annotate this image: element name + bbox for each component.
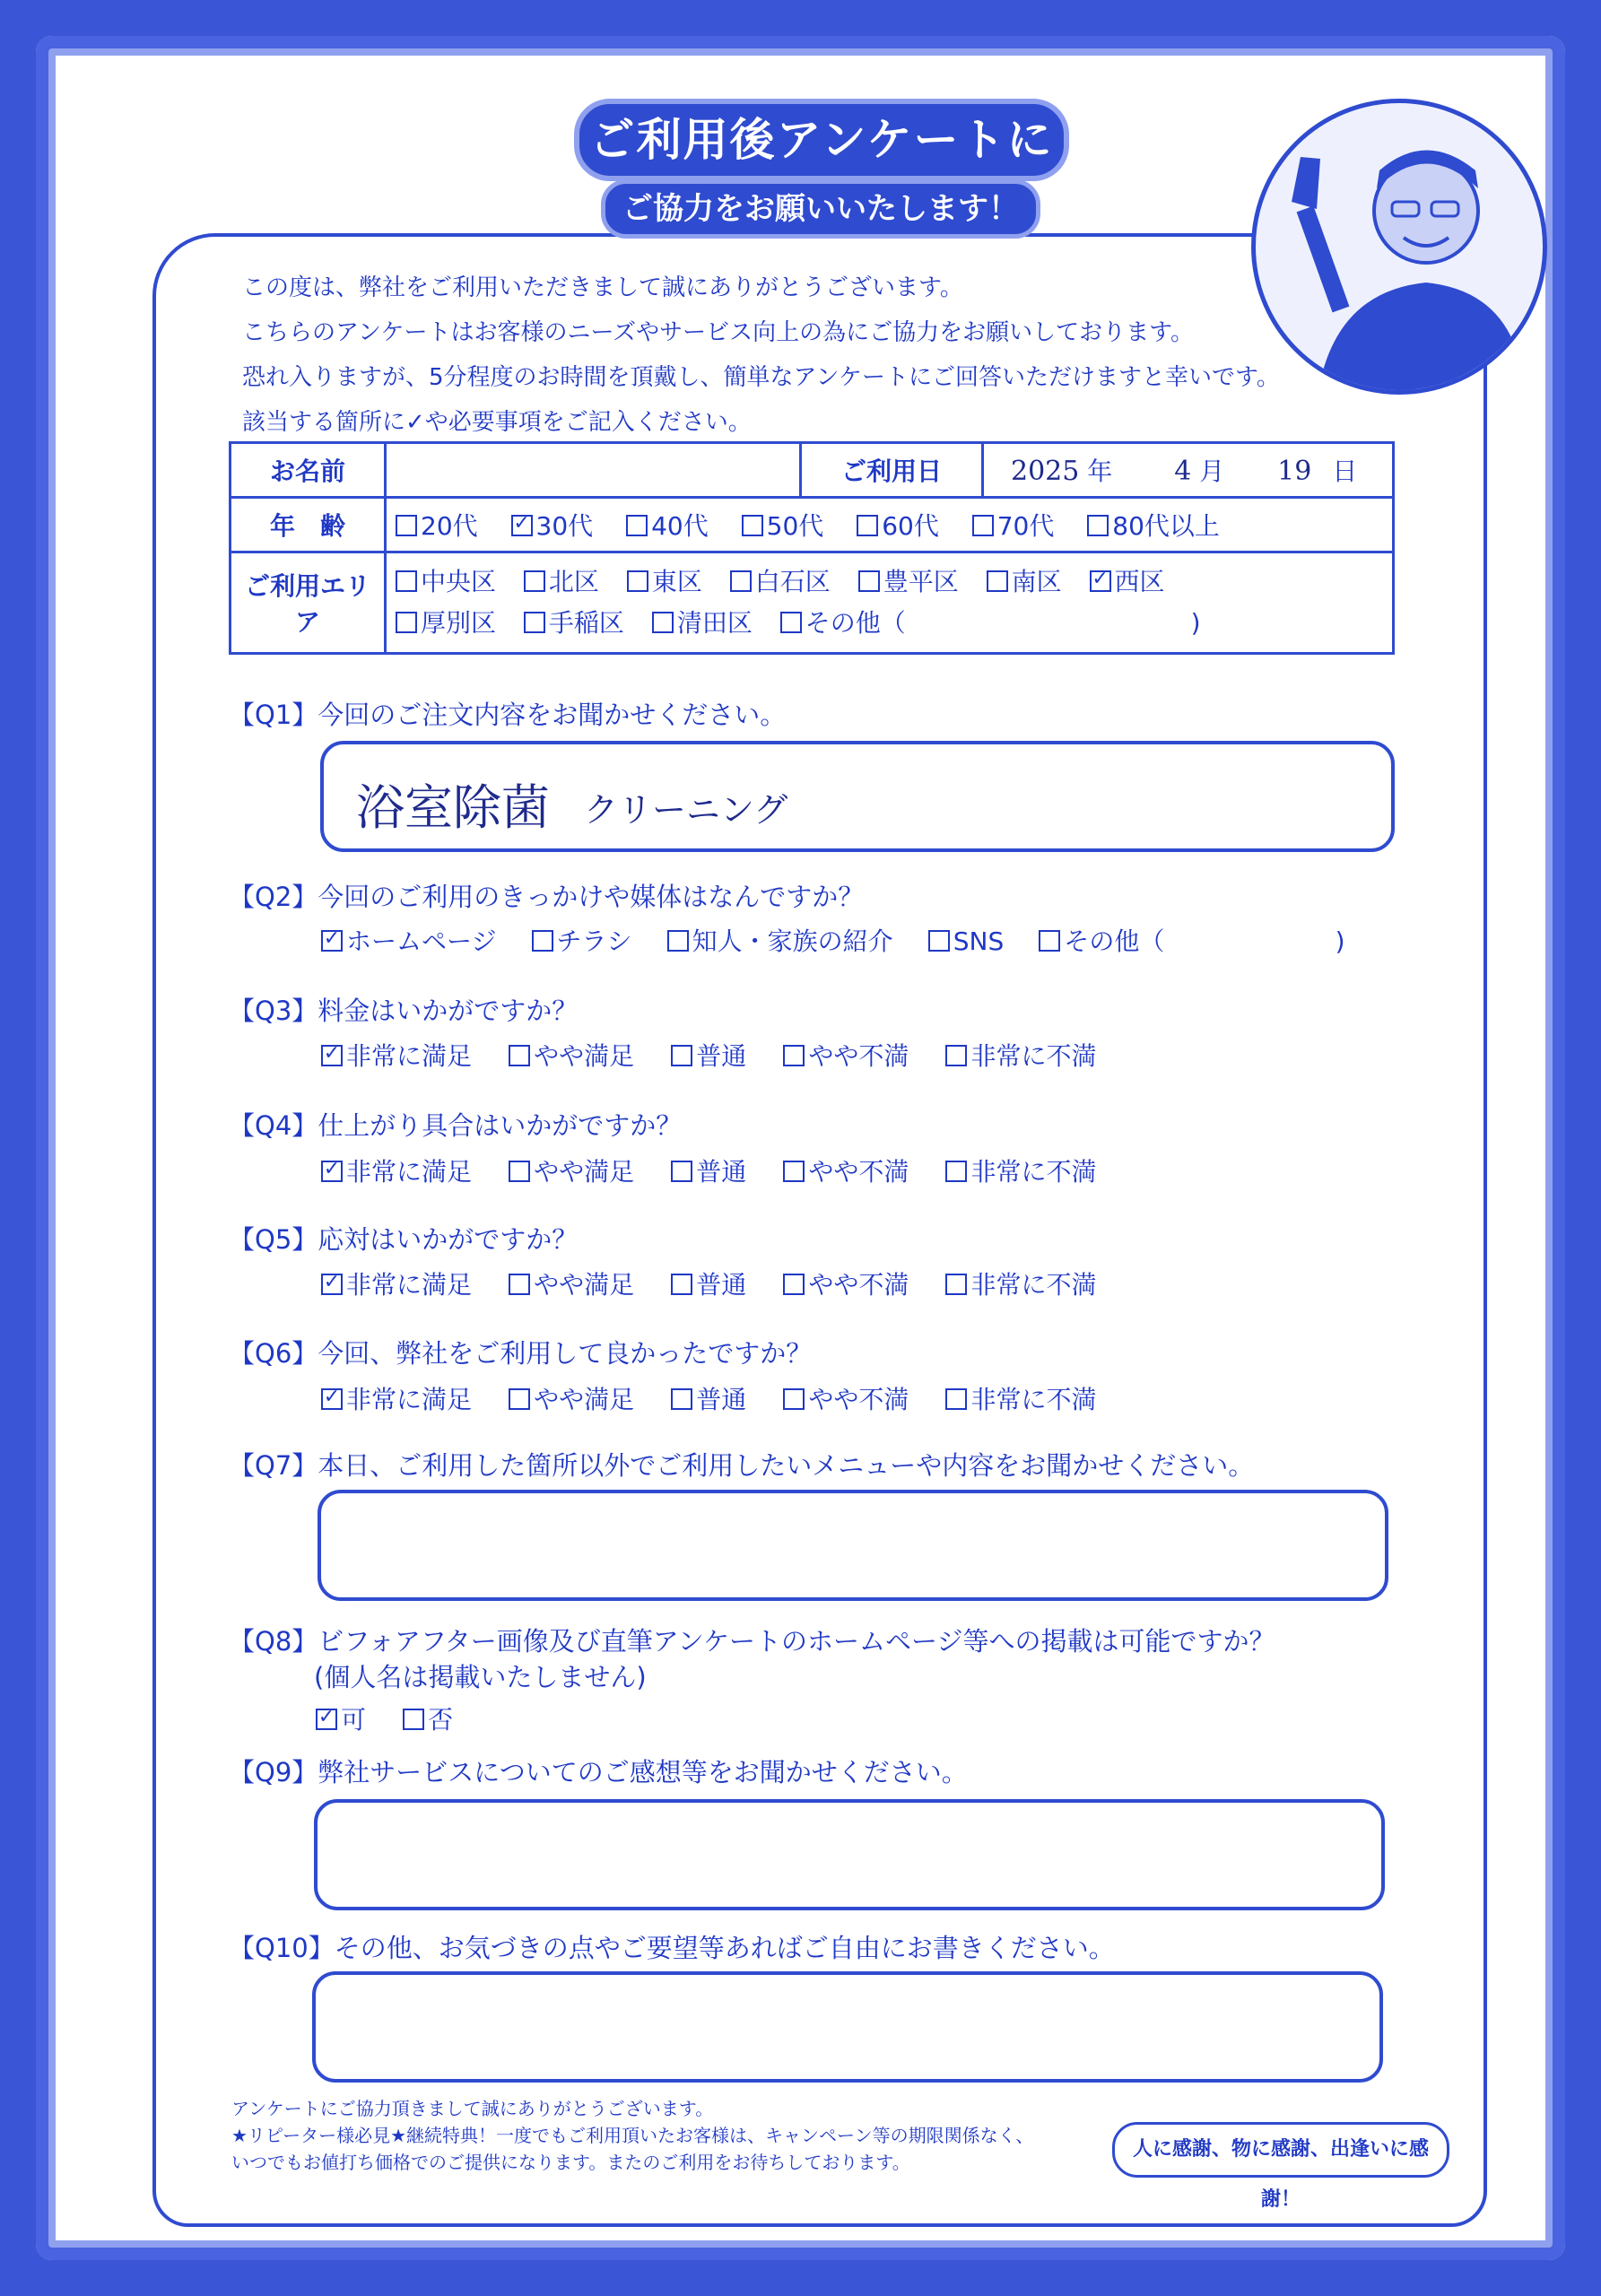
age-option[interactable]	[511, 507, 594, 543]
area-option-label: 東区	[651, 567, 702, 596]
q3-option[interactable]	[671, 1037, 746, 1073]
q5-option-label: やや不満	[808, 1270, 909, 1300]
q2-option[interactable]	[532, 922, 632, 958]
q6-option[interactable]	[945, 1380, 1096, 1416]
age-option-label: 70代	[996, 511, 1055, 541]
customer-info-table	[229, 441, 1395, 655]
checkbox-icon[interactable]	[783, 1274, 805, 1295]
checkbox-icon[interactable]	[730, 570, 752, 592]
q7-label: 【Q7】本日、ご利用した箇所以外でご利用したいメニューや内容をお聞かせください。	[229, 1450, 1255, 1481]
name-field[interactable]	[386, 443, 801, 498]
checked-checkbox-icon[interactable]: ✓	[321, 1388, 343, 1410]
age-option-label: 50代	[766, 511, 824, 541]
q9-label: 【Q9】弊社サービスについてのご感想等をお聞かせください。	[229, 1757, 968, 1787]
q2-option[interactable]	[321, 922, 496, 958]
checkbox-icon[interactable]	[524, 570, 545, 592]
q1-answer-sub: クリーニング	[584, 790, 788, 830]
q4-option[interactable]	[783, 1152, 909, 1188]
q8-note: (個人名は掲載いたしません)	[314, 1662, 647, 1692]
staff-photo-icon	[1256, 103, 1543, 390]
q3-option-label: 非常に不満	[970, 1041, 1097, 1071]
checked-checkbox-icon[interactable]: ✓	[321, 930, 343, 952]
footer-repeater-offer: ★リピーター様必見★継続特典！一度でもご利用頂いたお客様は、キャンペーン等の期限関係なく、	[231, 2125, 1034, 2146]
area-option-label: 豊平区	[883, 567, 959, 596]
checkbox-icon[interactable]	[509, 1161, 530, 1182]
area-option[interactable]	[627, 561, 702, 603]
q1-answer-box[interactable]	[320, 741, 1395, 852]
intro-line: この度は、弊社をご利用いただきまして誠にありがとうございます。	[242, 274, 963, 301]
checkbox-icon[interactable]	[783, 1161, 805, 1182]
checkbox-icon[interactable]	[945, 1388, 967, 1410]
age-option-label: 30代	[535, 511, 594, 541]
q3-option[interactable]	[509, 1037, 634, 1073]
intro-line: 該当する箇所に✓や必要事項をご記入ください。	[242, 409, 752, 436]
q6-option[interactable]	[671, 1380, 746, 1416]
area-option[interactable]	[858, 561, 959, 603]
intro-line: 恐れ入りますが、5分程度のお時間を頂戴し、簡単なアンケートにご回答いただけますと幸いです。	[242, 364, 1280, 391]
q6-option[interactable]	[321, 1380, 472, 1416]
checkbox-icon[interactable]	[532, 930, 553, 952]
checkbox-icon[interactable]	[945, 1274, 967, 1295]
area-label: ご利用エリア	[231, 552, 386, 654]
q3-option[interactable]	[321, 1037, 472, 1073]
checkbox-icon[interactable]	[671, 1388, 692, 1410]
q7-answer-box[interactable]	[318, 1490, 1388, 1601]
age-label: 年 齢	[231, 498, 386, 552]
q1-label: 【Q1】今回のご注文内容をお聞かせください。	[229, 700, 787, 730]
checkbox-icon[interactable]	[524, 612, 545, 633]
age-option[interactable]	[742, 507, 824, 543]
q8-option-no[interactable]	[403, 1700, 453, 1736]
area-option-label: 中央区	[421, 567, 497, 596]
name-label: お名前	[231, 443, 386, 498]
checkbox-icon[interactable]	[945, 1161, 967, 1182]
q3-option-label: 非常に満足	[346, 1041, 473, 1071]
checkbox-icon[interactable]	[626, 515, 648, 536]
intro-text	[242, 265, 1280, 445]
intro-line: こちらのアンケートはお客様のニーズやサービス向上の為にご協力をお願いしております。	[242, 319, 1195, 346]
q8-options	[316, 1700, 453, 1736]
checkbox-icon[interactable]	[987, 570, 1008, 592]
q3-options	[321, 1037, 1096, 1073]
area-option[interactable]	[396, 603, 496, 644]
area-option-label: 白石区	[754, 567, 831, 596]
area-option-label: 厚別区	[421, 608, 497, 638]
checkbox-icon[interactable]	[783, 1388, 805, 1410]
motto-badge: 人に感謝、物に感謝、出逢いに感謝！	[1112, 2122, 1449, 2178]
title-banner-line1: ご利用後アンケートに	[574, 99, 1069, 181]
age-option[interactable]	[857, 507, 939, 543]
checkbox-icon[interactable]	[857, 515, 878, 536]
date-day: 19	[1277, 456, 1312, 487]
q6-option[interactable]	[783, 1380, 909, 1416]
q9-answer-box[interactable]	[314, 1799, 1385, 1910]
area-option[interactable]	[524, 603, 624, 644]
q2-option-other[interactable]	[1039, 922, 1164, 958]
q6-option-label: やや満足	[534, 1385, 635, 1414]
q2-other-close: )	[1335, 926, 1345, 956]
q5-option[interactable]	[509, 1265, 634, 1301]
q2-option[interactable]	[667, 922, 893, 958]
checkbox-icon[interactable]	[972, 515, 994, 536]
date-month: 4	[1174, 456, 1192, 487]
q4-option-label: 普通	[696, 1157, 747, 1187]
area-option-label: 南区	[1011, 567, 1062, 596]
q2-label: 【Q2】今回のご利用のきっかけや媒体はなんですか？	[229, 882, 865, 912]
age-option-label: 40代	[651, 511, 709, 541]
checkbox-icon[interactable]	[780, 612, 802, 633]
checked-checkbox-icon[interactable]: ✓	[321, 1274, 343, 1295]
area-option[interactable]	[1090, 561, 1165, 603]
checkbox-icon[interactable]	[671, 1161, 692, 1182]
q4-option[interactable]	[509, 1152, 634, 1188]
checkbox-icon[interactable]	[509, 1274, 530, 1295]
area-option[interactable]	[730, 561, 831, 603]
checkbox-icon[interactable]	[742, 515, 763, 536]
checked-checkbox-icon[interactable]: ✓	[321, 1161, 343, 1182]
q5-option[interactable]	[321, 1265, 472, 1301]
checkbox-icon[interactable]	[396, 570, 417, 592]
q2-option[interactable]	[928, 926, 1005, 956]
checkbox-icon[interactable]	[652, 612, 674, 633]
area-option-label: 手稲区	[548, 608, 624, 638]
month-unit: 月	[1199, 457, 1225, 486]
checkbox-icon[interactable]	[1087, 515, 1109, 536]
staff-portrait	[1251, 99, 1547, 395]
area-option-other[interactable]	[780, 603, 906, 644]
checkbox-icon[interactable]	[403, 1709, 424, 1730]
q8-label: 【Q8】ビフォアフター画像及び直筆アンケートのホームページ等への掲載は可能ですか？	[229, 1626, 1275, 1657]
area-option-label: 北区	[548, 567, 599, 596]
q5-option[interactable]	[945, 1265, 1096, 1301]
q5-options	[321, 1265, 1096, 1301]
area-option-label: その他（	[805, 608, 906, 638]
q10-answer-box[interactable]	[312, 1971, 1383, 2083]
checkbox-icon[interactable]	[783, 1045, 805, 1066]
area-option[interactable]	[524, 561, 599, 603]
area-options	[386, 552, 1394, 654]
checkbox-icon[interactable]	[627, 570, 648, 592]
area-row	[396, 561, 1383, 603]
area-option[interactable]	[396, 561, 496, 603]
age-option[interactable]	[396, 507, 478, 543]
checkbox-icon[interactable]	[509, 1045, 530, 1066]
date-year: 2025	[1011, 456, 1080, 487]
q3-option[interactable]	[945, 1037, 1096, 1073]
q4-option[interactable]	[321, 1152, 472, 1188]
checkbox-icon[interactable]	[396, 515, 417, 536]
q5-label: 【Q5】応対はいかがですか？	[229, 1224, 579, 1255]
area-option[interactable]	[652, 603, 753, 644]
q3-label: 【Q3】料金はいかがですか？	[229, 996, 579, 1026]
q5-option[interactable]	[783, 1265, 909, 1301]
q2-option-label: その他（	[1064, 926, 1165, 956]
q5-option-label: やや満足	[534, 1270, 635, 1300]
q4-option-label: やや不満	[808, 1157, 909, 1187]
area-option-label: 清田区	[676, 608, 753, 638]
q2-option-label: ホームページ	[346, 926, 497, 956]
q2-option-label: SNS	[953, 926, 1005, 956]
q4-option-label: 非常に不満	[970, 1157, 1097, 1187]
q5-option-label: 非常に満足	[346, 1270, 473, 1300]
checked-checkbox-icon[interactable]: ✓	[316, 1709, 337, 1730]
q8-option-yes[interactable]	[316, 1700, 366, 1736]
checked-checkbox-icon[interactable]: ✓	[511, 515, 533, 536]
checked-checkbox-icon[interactable]: ✓	[1090, 570, 1111, 592]
q6-options	[321, 1380, 1096, 1416]
usage-date-label: ご利用日	[801, 443, 983, 498]
q2-option-label: チラシ	[556, 926, 632, 956]
day-unit: 日	[1332, 457, 1358, 486]
title-banner-line2: ご協力をお願いいたします！	[601, 179, 1040, 239]
age-option[interactable]	[626, 507, 709, 543]
footer-repeater-offer-cont: いつでもお値打ち価格でのご提供になります。またのご利用をお待ちしております。	[231, 2152, 910, 2173]
area-row	[396, 603, 1383, 644]
q2-option-label: 知人・家族の紹介	[692, 926, 893, 956]
year-unit: 年	[1087, 457, 1113, 486]
checkbox-icon[interactable]	[671, 1045, 692, 1066]
footer-thanks: アンケートにご協力頂きまして誠にありがとうございます。	[231, 2098, 714, 2119]
q3-option-label: やや不満	[808, 1041, 909, 1071]
checkbox-icon[interactable]	[858, 570, 880, 592]
area-other-close: )	[1190, 608, 1201, 638]
area-option-label: 西区	[1114, 567, 1165, 596]
area-option[interactable]	[987, 561, 1062, 603]
q6-option-label: 非常に不満	[970, 1385, 1097, 1414]
footer-notes	[231, 2095, 1033, 2176]
q4-label: 【Q4】仕上がり具合はいかがですか？	[229, 1110, 683, 1141]
age-option[interactable]	[972, 507, 1055, 543]
q2-options	[321, 922, 1345, 958]
age-option-label: 60代	[882, 511, 939, 541]
q8-option-label: 可	[341, 1705, 367, 1735]
age-option[interactable]	[1087, 507, 1220, 543]
q6-option-label: 普通	[696, 1385, 747, 1414]
q5-option[interactable]	[671, 1265, 746, 1301]
checkbox-icon[interactable]	[671, 1274, 692, 1295]
q4-option[interactable]	[671, 1152, 746, 1188]
q6-option-label: やや不満	[808, 1385, 909, 1414]
q3-option-label: 普通	[696, 1041, 747, 1071]
checkbox-icon[interactable]	[945, 1045, 967, 1066]
q4-option-label: やや満足	[534, 1157, 635, 1187]
q1-answer-main: 浴室除菌	[356, 779, 550, 836]
checkbox-icon[interactable]	[667, 930, 689, 952]
usage-date-field[interactable]	[983, 443, 1394, 498]
checked-checkbox-icon[interactable]: ✓	[321, 1045, 343, 1066]
q4-option[interactable]	[945, 1152, 1096, 1188]
q10-label: 【Q10】その他、お気づきの点やご要望等あればご自由にお書きください。	[229, 1933, 1115, 1963]
checkbox-icon[interactable]	[928, 930, 950, 952]
q5-option-label: 非常に不満	[970, 1270, 1097, 1300]
checkbox-icon[interactable]	[396, 612, 417, 633]
q4-options	[321, 1152, 1096, 1188]
checkbox-icon[interactable]	[509, 1388, 530, 1410]
age-option-label: 80代以上	[1112, 511, 1220, 541]
q8-option-label: 否	[428, 1705, 454, 1735]
q6-label: 【Q6】今回、弊社をご利用して良かったですか？	[229, 1338, 813, 1369]
q4-option-label: 非常に満足	[346, 1157, 473, 1187]
age-option-label: 20代	[421, 511, 478, 541]
q3-option[interactable]	[783, 1037, 909, 1073]
checkbox-icon[interactable]	[1039, 930, 1060, 952]
q6-option[interactable]	[509, 1380, 634, 1416]
q5-option-label: 普通	[696, 1270, 747, 1300]
q6-option-label: 非常に満足	[346, 1385, 473, 1414]
age-options	[386, 498, 1394, 552]
q3-option-label: やや満足	[534, 1041, 635, 1071]
